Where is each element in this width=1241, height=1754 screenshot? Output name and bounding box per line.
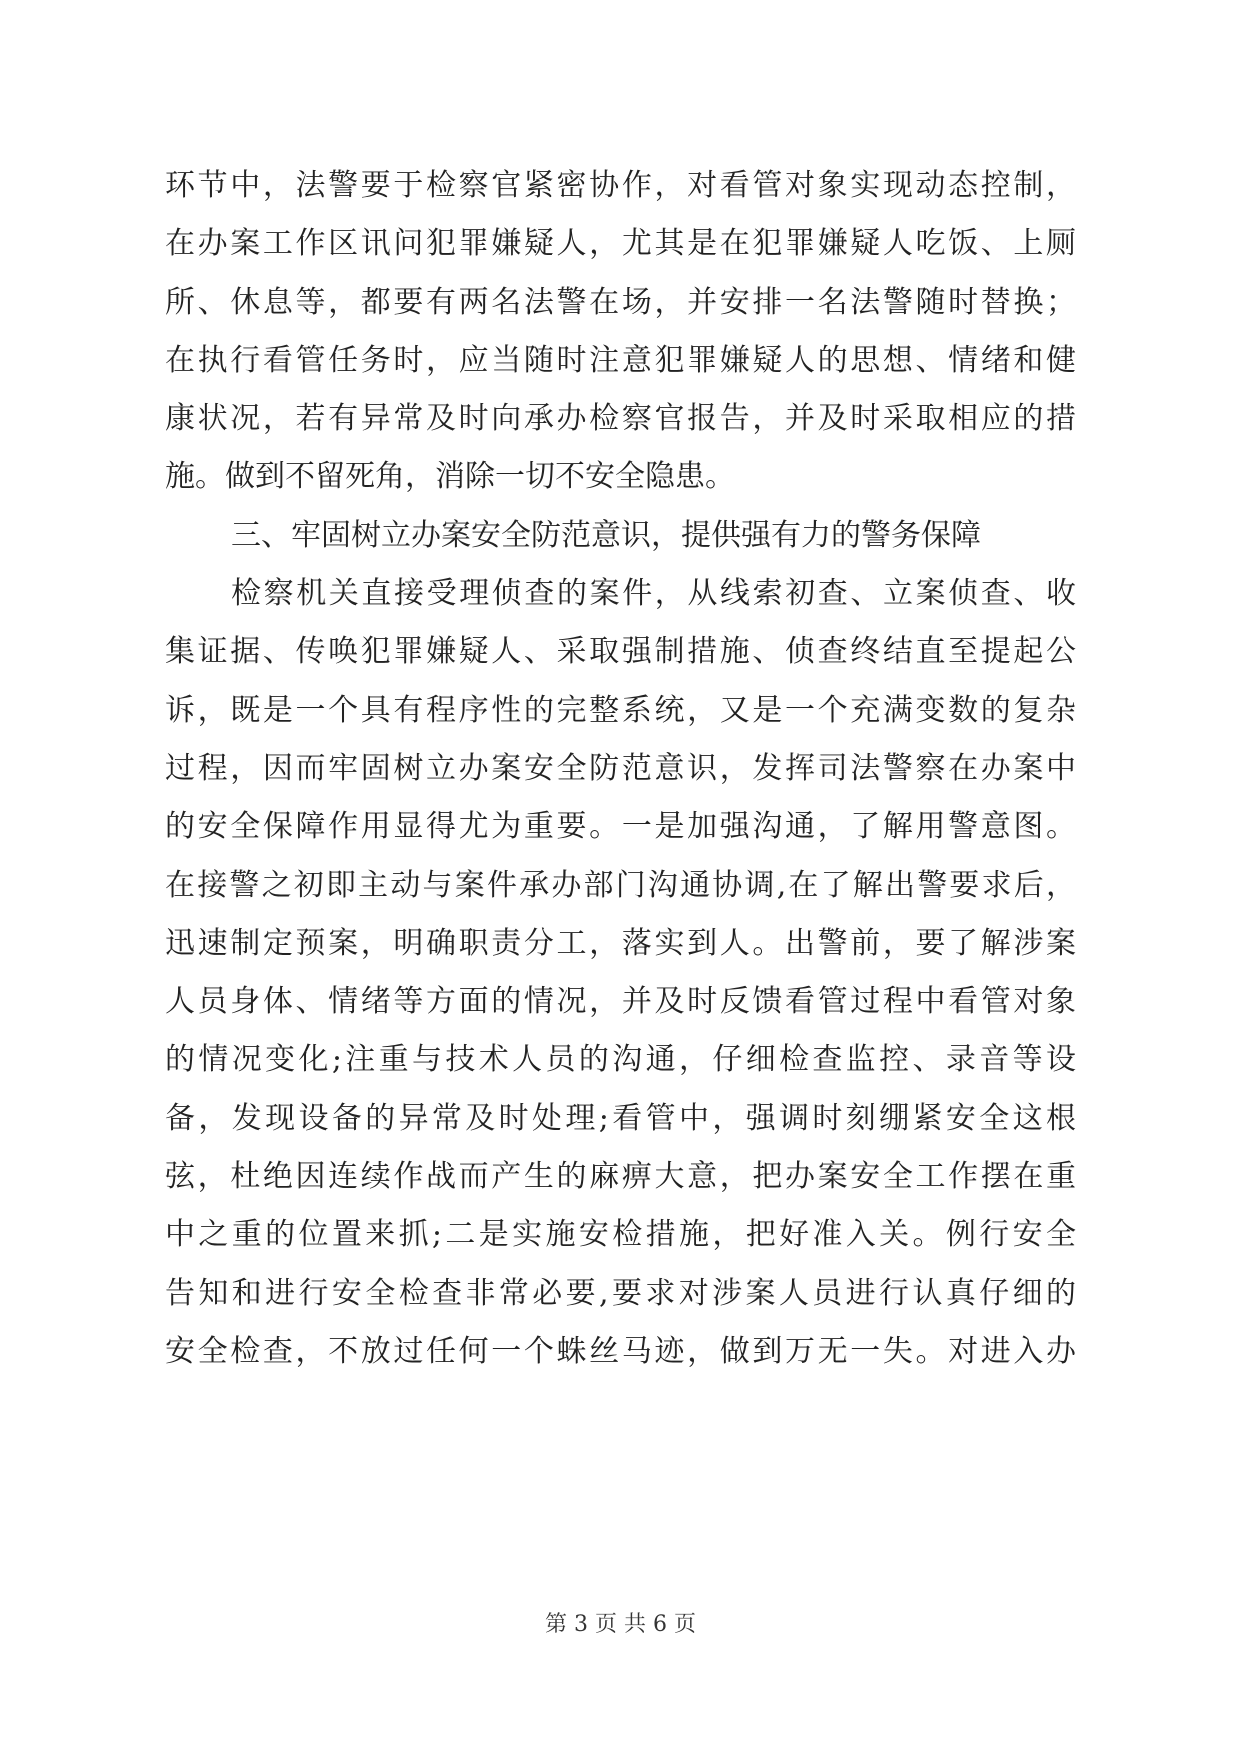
- text-line: 检察机关直接受理侦查的案件，从线索初查、立案侦查、收: [231, 576, 1076, 612]
- text-line: 在执行看管任务时，应当随时注意犯罪嫌疑人的思想、情绪和健: [165, 342, 1076, 378]
- text-line: 所、休息等，都要有两名法警在场，并安排一名法警随时替换；: [165, 284, 1076, 320]
- text-line: 的安全保障作用显得尤为重要。一是加强沟通，了解用警意图。: [165, 809, 1076, 845]
- text-line: 中之重的位置来抓;二是实施安检措施，把好准入关。例行安全: [165, 1217, 1076, 1253]
- text-line: 告知和进行安全检查非常必要,要求对涉案人员进行认真仔细的: [165, 1275, 1076, 1311]
- text-line: 弦，杜绝因连续作战而产生的麻痹大意，把办案安全工作摆在重: [165, 1159, 1076, 1195]
- text-line: 施。做到不留死角，消除一切不安全隐患。: [165, 459, 735, 495]
- text-line: 在办案工作区讯问犯罪嫌疑人，尤其是在犯罪嫌疑人吃饭、上厕: [165, 226, 1076, 262]
- text-line: 的情况变化;注重与技术人员的沟通，仔细检查监控、录音等设: [165, 1042, 1076, 1078]
- text-line: 在接警之初即主动与案件承办部门沟通协调,在了解出警要求后，: [165, 867, 1076, 903]
- text-line: 集证据、传唤犯罪嫌疑人、采取强制措施、侦查终结直至提起公: [165, 634, 1076, 670]
- text-line: 三、牢固树立办案安全防范意识，提供强有力的警务保障: [231, 517, 981, 553]
- text-line: 康状况，若有异常及时向承办检察官报告，并及时采取相应的措: [165, 401, 1076, 437]
- text-line: 安全检查，不放过任何一个蛛丝马迹，做到万无一失。对进入办: [165, 1333, 1076, 1369]
- text-line: 迅速制定预案，明确职责分工，落实到人。出警前，要了解涉案: [165, 925, 1076, 961]
- text-line: 过程，因而牢固树立办案安全防范意识，发挥司法警察在办案中: [165, 750, 1076, 786]
- page-footer: 第 3 页 共 6 页: [545, 1612, 696, 1637]
- text-line: 备，发现设备的异常及时处理;看管中，强调时刻绷紧安全这根: [165, 1100, 1076, 1136]
- text-line: 诉，既是一个具有程序性的完整系统，又是一个充满变数的复杂: [165, 692, 1076, 728]
- text-line: 人员身体、情绪等方面的情况，并及时反馈看管过程中看管对象: [165, 984, 1076, 1020]
- body-text: [165, 157, 1076, 1381]
- text-line: 环节中，法警要于检察官紧密协作，对看管对象实现动态控制，: [165, 168, 1076, 203]
